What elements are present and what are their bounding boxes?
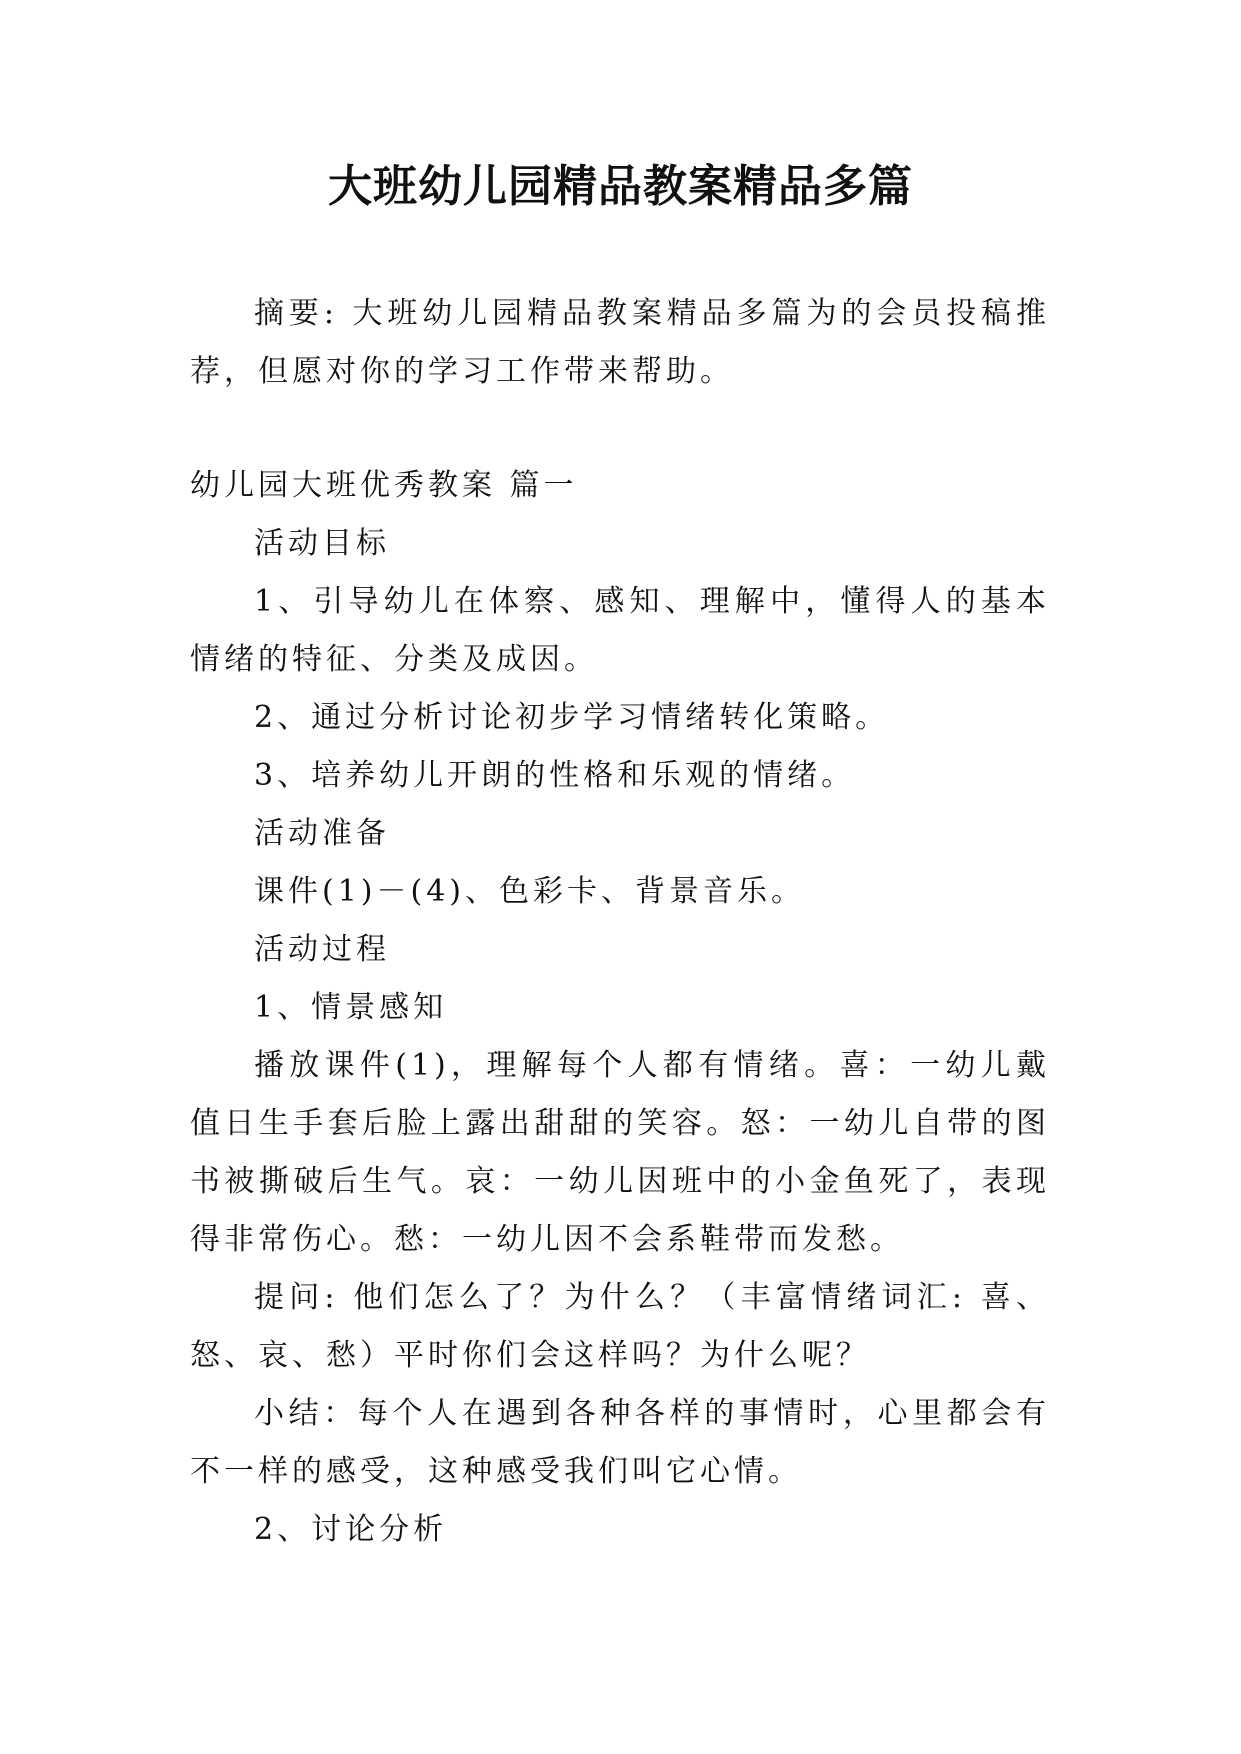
spacer	[190, 401, 1050, 457]
paragraph-preparation-heading: 活动准备	[254, 816, 390, 851]
paragraph-question: 提问: 他们怎么了？为什么？（丰富情绪词汇: 喜、怒、哀、愁）平时你们会这样吗？为什么呢？	[190, 1280, 1050, 1373]
paragraph-step-1-content: 播放课件(1)，理解每个人都有情绪。喜：一幼儿戴值日生手套后脸上露出甜甜的笑容。怒：一幼儿自带的图书被撕破后生气。哀：一幼儿因班中的小金鱼死了，表现得非常伤心。愁：一幼儿因不会系鞋带而发愁。	[190, 1048, 1050, 1257]
document-title: 大班幼儿园精品教案精品多篇	[328, 161, 913, 212]
paragraph-preparation: 课件(1)－(4)、色彩卡、背景音乐。	[254, 874, 805, 909]
paragraph-goal-1: 1、引导幼儿在体察、感知、理解中，懂得人的基本情绪的特征、分类及成因。	[190, 584, 1050, 677]
paragraph-goal-2: 2、通过分析讨论初步学习情绪转化策略。	[254, 700, 890, 735]
section-heading: 幼儿园大班优秀教案 篇一	[190, 468, 578, 503]
document-body	[190, 285, 1050, 1559]
paragraph-process-heading: 活动过程	[254, 932, 390, 967]
paragraph-goal-3: 3、培养幼儿开朗的性格和乐观的情绪。	[254, 758, 856, 793]
abstract-paragraph: 摘要: 大班幼儿园精品教案精品多篇为的会员投稿推荐，但愿对你的学习工作带来帮助。	[190, 296, 1050, 389]
paragraph-step-2-heading: 2、讨论分析	[254, 1512, 448, 1547]
paragraph-activity-goals-heading: 活动目标	[254, 526, 390, 561]
paragraph-step-1-heading: 1、情景感知	[254, 990, 448, 1025]
paragraph-summary: 小结：每个人在遇到各种各样的事情时，心里都会有不一样的感受，这种感受我们叫它心情。	[190, 1396, 1050, 1489]
